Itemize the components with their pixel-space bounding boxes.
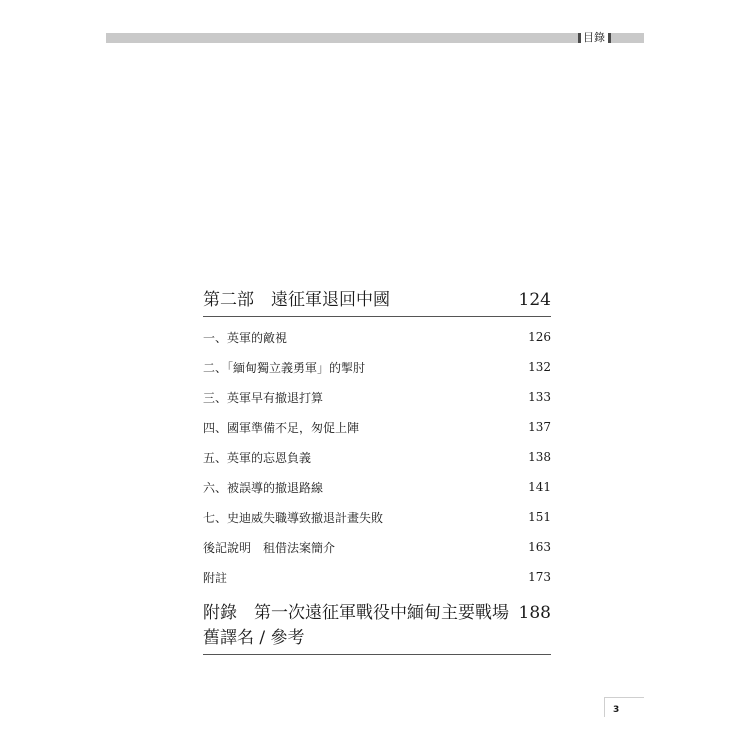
- appendix-heading: [203, 598, 551, 655]
- toc-entry-title: 五、英軍的忘恩負義: [203, 450, 312, 465]
- toc-entry: [203, 532, 551, 562]
- toc-entry-page: 132: [528, 360, 551, 374]
- toc-entry: [203, 352, 551, 382]
- header-section-label: 目錄: [583, 31, 605, 44]
- toc-entry: [203, 442, 551, 472]
- footer-rule-vertical: [604, 697, 605, 717]
- toc-entry: [203, 412, 551, 442]
- toc-entry-title: 六、被誤導的撤退路線: [203, 480, 324, 495]
- toc-entry-title: 後記說明 租借法案簡介: [203, 540, 336, 555]
- header-tick-left: [578, 33, 581, 43]
- toc-entry: [203, 472, 551, 502]
- toc-entry-page: 137: [528, 420, 551, 434]
- toc-entry: [203, 322, 551, 352]
- toc-entry-page: 141: [528, 480, 551, 494]
- toc-entry-title: 三、英軍早有撤退打算: [203, 390, 324, 405]
- appendix-page: 188: [518, 603, 551, 623]
- appendix-title: 附錄 第一次遠征軍戰役中緬甸主要戰場舊譯名 / 參考: [203, 603, 509, 648]
- part-two-page: 124: [518, 290, 551, 310]
- header-rule: [106, 33, 644, 43]
- toc-entry: [203, 562, 551, 592]
- toc-entry-title: 一、英軍的敵視: [203, 330, 288, 345]
- part-two-heading: [203, 285, 551, 317]
- toc-entry-page: 173: [528, 570, 551, 584]
- page-number: 3: [613, 705, 620, 715]
- toc-entry: [203, 382, 551, 412]
- toc-entry-page: 151: [528, 510, 551, 524]
- toc-entry-title: 七、史迪威失職導致撤退計畫失敗: [203, 510, 384, 525]
- toc-entry: [203, 502, 551, 532]
- header-tick-right: [608, 33, 611, 43]
- toc-entry-title: 四、國軍準備不足，匆促上陣: [203, 420, 360, 435]
- toc-entry-page: 163: [528, 540, 551, 554]
- part-two-title: 第二部 遠征軍退回中國: [203, 290, 390, 310]
- toc-entry-title: 二、「緬甸獨立義勇軍」的掣肘: [203, 360, 366, 375]
- toc-entries: [203, 322, 551, 592]
- toc-entry-page: 126: [528, 330, 551, 344]
- toc-entry-title: 附註: [203, 570, 228, 585]
- toc-entry-page: 133: [528, 390, 551, 404]
- footer-rule: [604, 697, 644, 698]
- toc-entry-page: 138: [528, 450, 551, 464]
